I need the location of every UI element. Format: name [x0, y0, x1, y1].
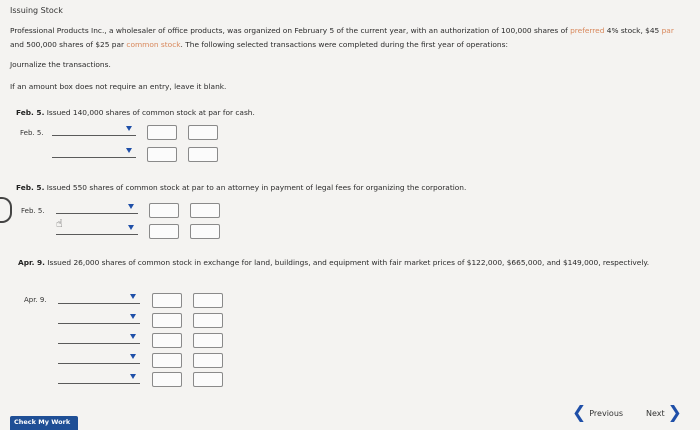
- transaction-1-header: [16, 108, 255, 117]
- transaction-3-date: Apr. 9.: [18, 258, 45, 267]
- chevron-down-icon: [130, 374, 136, 379]
- account-select-3-2[interactable]: [58, 312, 140, 324]
- transaction-3-header: [18, 256, 678, 269]
- chevron-down-icon: [128, 204, 134, 209]
- instruction-journalize: Journalize the transactions.: [10, 60, 111, 69]
- debit-input-2-2[interactable]: [149, 224, 179, 239]
- debit-input-3-5[interactable]: [152, 372, 182, 387]
- account-select-3-5[interactable]: [58, 372, 140, 384]
- credit-input-3-3[interactable]: [193, 333, 223, 348]
- chevron-down-icon: [130, 334, 136, 339]
- check-my-work-button[interactable]: Check My Work: [10, 416, 78, 430]
- debit-input-3-1[interactable]: [152, 293, 182, 308]
- account-select-3-1[interactable]: [58, 292, 140, 304]
- entry-1-date: Feb. 5.: [20, 129, 44, 137]
- transaction-3-text: Issued 26,000 shares of common stock in exchange for land, buildings, and equipment with fair market prices of $122,000, $665,000, and $149,000, respectively.: [44, 258, 650, 267]
- transaction-2-text: Issued 550 shares of common stock at par to an attorney in payment of legal fees for organizing the corporation.: [44, 183, 467, 192]
- account-select-2-2[interactable]: [56, 223, 138, 235]
- hand-cursor-icon: ☝: [56, 217, 63, 230]
- chevron-down-icon: [126, 148, 132, 153]
- common-stock-link[interactable]: common stock: [126, 40, 181, 49]
- chevron-down-icon: [126, 126, 132, 131]
- account-select-2-1[interactable]: [56, 202, 138, 214]
- intro-text-1: Professional Products Inc., a wholesaler of office products, was organized on February 5 of the current year, with an authorization of 100,000 shares of: [10, 26, 571, 35]
- debit-input-1-2[interactable]: [147, 147, 177, 162]
- transaction-2-date: Feb. 5.: [16, 183, 45, 192]
- chevron-left-icon: ❮: [572, 403, 587, 423]
- problem-intro: [10, 24, 680, 52]
- debit-input-3-3[interactable]: [152, 333, 182, 348]
- account-select-3-4[interactable]: [58, 352, 140, 364]
- credit-input-1-2[interactable]: [188, 147, 218, 162]
- previous-button[interactable]: [572, 405, 623, 422]
- chevron-right-icon: ❯: [667, 403, 682, 423]
- intro-text-3: and 500,000 shares of $25 par: [10, 40, 127, 49]
- entry-3-date: Apr. 9.: [24, 296, 47, 304]
- chevron-down-icon: [130, 314, 136, 319]
- credit-input-2-2[interactable]: [190, 224, 220, 239]
- credit-input-3-1[interactable]: [193, 293, 223, 308]
- entry-2-date: Feb. 5.: [21, 207, 45, 215]
- next-button[interactable]: [646, 405, 682, 422]
- transaction-1-text: Issued 140,000 shares of common stock at par for cash.: [44, 108, 255, 117]
- credit-input-2-1[interactable]: [190, 203, 220, 218]
- chevron-down-icon: [128, 225, 134, 230]
- transaction-2-header: [16, 183, 466, 192]
- credit-input-3-5[interactable]: [193, 372, 223, 387]
- intro-text-4: . The following selected transactions were completed during the first year of operations:: [180, 40, 508, 49]
- instruction-blank: If an amount box does not require an entry, leave it blank.: [10, 82, 227, 91]
- chevron-down-icon: [130, 294, 136, 299]
- account-select-1-1[interactable]: [52, 124, 136, 136]
- expand-bracket-icon: [0, 197, 12, 223]
- par-link[interactable]: par: [661, 26, 674, 35]
- transaction-1-date: Feb. 5.: [16, 108, 45, 117]
- credit-input-1-1[interactable]: [188, 125, 218, 140]
- account-select-3-3[interactable]: [58, 332, 140, 344]
- debit-input-3-4[interactable]: [152, 353, 182, 368]
- debit-input-1-1[interactable]: [147, 125, 177, 140]
- credit-input-3-4[interactable]: [193, 353, 223, 368]
- intro-text-2: 4% stock, $45: [604, 26, 662, 35]
- next-label: Next: [646, 409, 665, 418]
- credit-input-3-2[interactable]: [193, 313, 223, 328]
- page-title: Issuing Stock: [10, 6, 63, 15]
- preferred-link[interactable]: preferred: [570, 26, 605, 35]
- debit-input-2-1[interactable]: [149, 203, 179, 218]
- previous-label: Previous: [589, 409, 624, 418]
- chevron-down-icon: [130, 354, 136, 359]
- account-select-1-2[interactable]: [52, 146, 136, 158]
- debit-input-3-2[interactable]: [152, 313, 182, 328]
